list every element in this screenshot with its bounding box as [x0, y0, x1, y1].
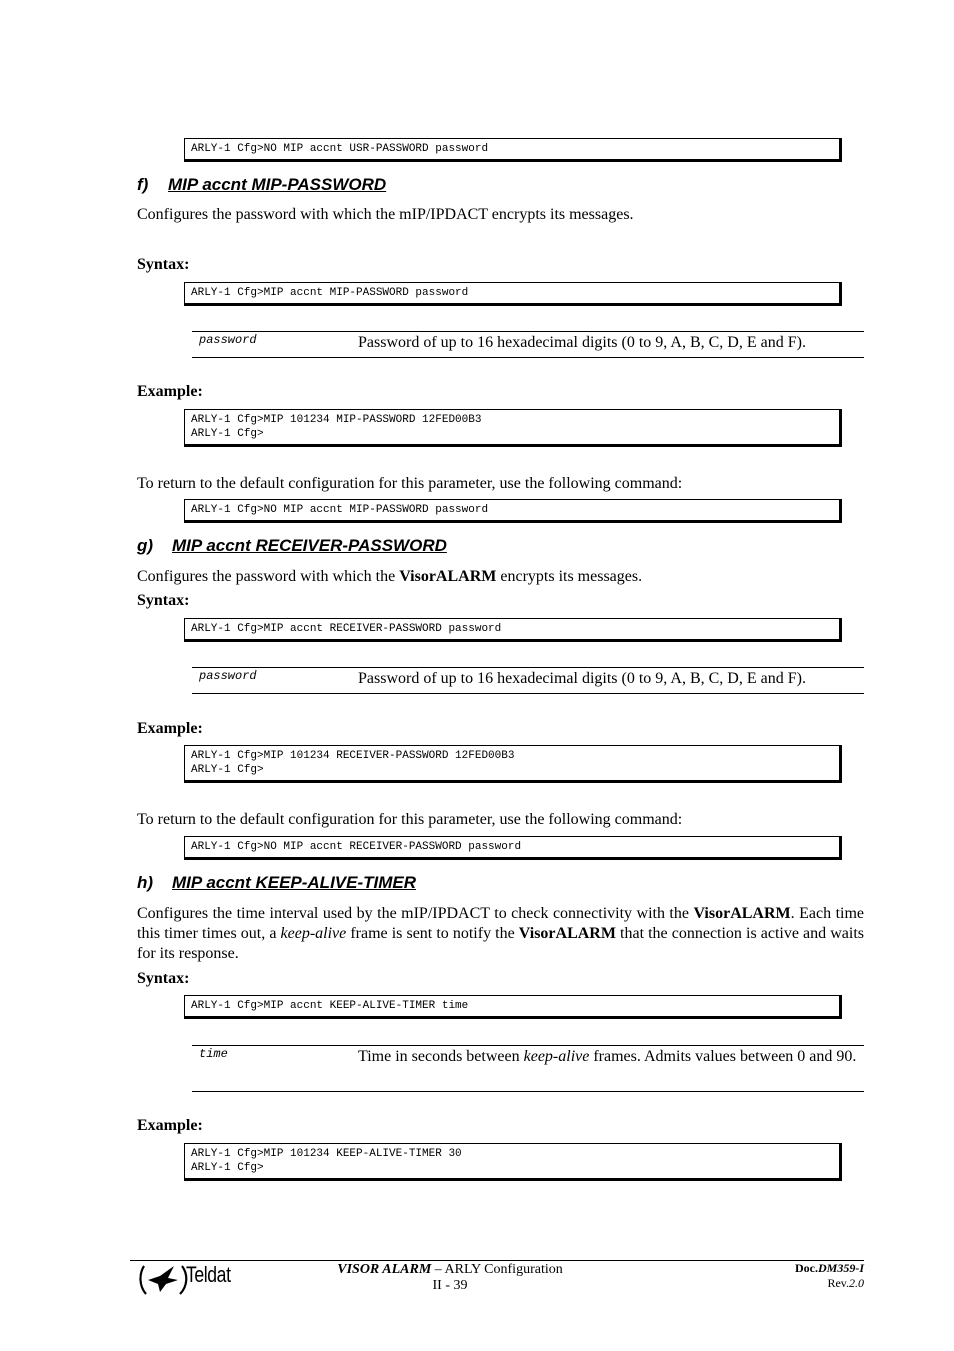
section-h-example-code: ARLY-1 Cfg>MIP 101234 KEEP-ALIVE-TIMER 30 ARLY-1 Cfg> [184, 1143, 842, 1181]
section-h-desc-italic: keep-alive [280, 925, 347, 942]
section-h-desc-bold-1: VisorALARM [693, 905, 791, 922]
bird-logo-icon [138, 1262, 190, 1296]
footer-rev-prefix: Rev. [827, 1276, 849, 1290]
section-h-desc-bold-2: VisorALARM [518, 925, 616, 942]
section-h-letter: h) [137, 873, 154, 892]
footer-page-number: II - 39 [432, 1278, 468, 1293]
logo-wordmark: Teldat [186, 1262, 231, 1287]
footer-revision [827, 1276, 864, 1291]
section-f-syntax-code: ARLY-1 Cfg>MIP accnt MIP-PASSWORD password [184, 282, 842, 306]
section-h-desc-4: that the connection is active and waits for its response. [137, 925, 864, 962]
section-h-param-desc [358, 1047, 862, 1067]
section-h-syntax-code: ARLY-1 Cfg>MIP accnt KEEP-ALIVE-TIMER time [184, 995, 842, 1019]
section-g-param-desc: Password of up to 16 hexadecimal digits (0 to 9, A, B, C, D, E and F). [358, 670, 806, 687]
section-g-example-label: Example: [137, 720, 203, 737]
section-f-example-code: ARLY-1 Cfg>MIP 101234 MIP-PASSWORD 12FED00B3 ARLY-1 Cfg> [184, 409, 842, 447]
footer-doc-id [795, 1261, 864, 1276]
section-h-param-name: time [199, 1047, 228, 1061]
section-h-param-desc-2: frames. Admits values between 0 and 90. [589, 1048, 857, 1065]
section-f-letter: f) [137, 175, 149, 194]
code-block-usr-password-default: ARLY-1 Cfg>NO MIP accnt USR-PASSWORD password [184, 138, 842, 162]
section-g-title: MIP accnt RECEIVER-PASSWORD [172, 536, 447, 555]
section-g-desc-pre: Configures the password with which the [137, 568, 400, 585]
section-h-title: MIP accnt KEEP-ALIVE-TIMER [172, 873, 417, 892]
section-g-description [137, 567, 864, 587]
section-f-description: Configures the password with which the mIP/IPDACT encrypts its messages. [137, 206, 634, 223]
section-f-example-label: Example: [137, 383, 203, 400]
section-h-param-desc-1: Time in seconds between [358, 1048, 524, 1065]
section-g-desc-post: encrypts its messages. [496, 568, 643, 585]
footer-rev-number: 2.0 [849, 1276, 864, 1290]
footer-product [300, 1262, 600, 1278]
section-f-param-row [192, 331, 864, 358]
section-g-default-text: To return to the default configuration for this parameter, use the following command: [137, 811, 683, 828]
section-g-example-code: ARLY-1 Cfg>MIP 101234 RECEIVER-PASSWORD 12FED00B3 ARLY-1 Cfg> [184, 745, 842, 783]
section-g-desc-bold: VisorALARM [399, 568, 497, 585]
section-g-param-name: password [199, 669, 257, 683]
section-h-heading [137, 873, 416, 893]
footer-doc-number: DM359-I [817, 1261, 864, 1275]
section-h-desc-1: Configures the time interval used by the mIP/IPDACT to check connectivity with the [137, 905, 694, 922]
section-g-default-code: ARLY-1 Cfg>NO MIP accnt RECEIVER-PASSWORD password [184, 836, 842, 860]
section-f-syntax-label: Syntax: [137, 256, 190, 273]
section-f-default-text: To return to the default configuration for this parameter, use the following command: [137, 475, 683, 492]
section-h-desc-3: frame is sent to notify the [346, 925, 519, 942]
section-f-param-name: password [199, 333, 257, 347]
teldat-logo [138, 1262, 238, 1296]
section-h-param-row [192, 1045, 864, 1092]
section-g-heading [137, 536, 447, 556]
section-g-param-row [192, 667, 864, 694]
footer-doc-prefix: Doc. [794, 1261, 818, 1275]
section-f-title: MIP accnt MIP-PASSWORD [168, 175, 387, 194]
section-f-param-desc: Password of up to 16 hexadecimal digits (0 to 9, A, B, C, D, E and F). [358, 334, 806, 351]
section-f-heading [137, 175, 386, 195]
section-h-description [137, 904, 864, 964]
section-g-syntax-label: Syntax: [137, 592, 190, 609]
section-g-letter: g) [137, 536, 154, 555]
section-h-example-label: Example: [137, 1117, 203, 1134]
section-h-desc-2: . Each time this timer times out, a [137, 905, 865, 942]
footer-divider [130, 1260, 864, 1261]
footer-product-rest: – ARLY Configuration [431, 1262, 563, 1277]
section-h-param-desc-italic: keep-alive [523, 1048, 590, 1065]
footer-product-name: VISOR ALARM [337, 1262, 432, 1277]
section-h-syntax-label: Syntax: [137, 970, 190, 987]
section-g-syntax-code: ARLY-1 Cfg>MIP accnt RECEIVER-PASSWORD password [184, 618, 842, 642]
section-f-default-code: ARLY-1 Cfg>NO MIP accnt MIP-PASSWORD password [184, 499, 842, 523]
